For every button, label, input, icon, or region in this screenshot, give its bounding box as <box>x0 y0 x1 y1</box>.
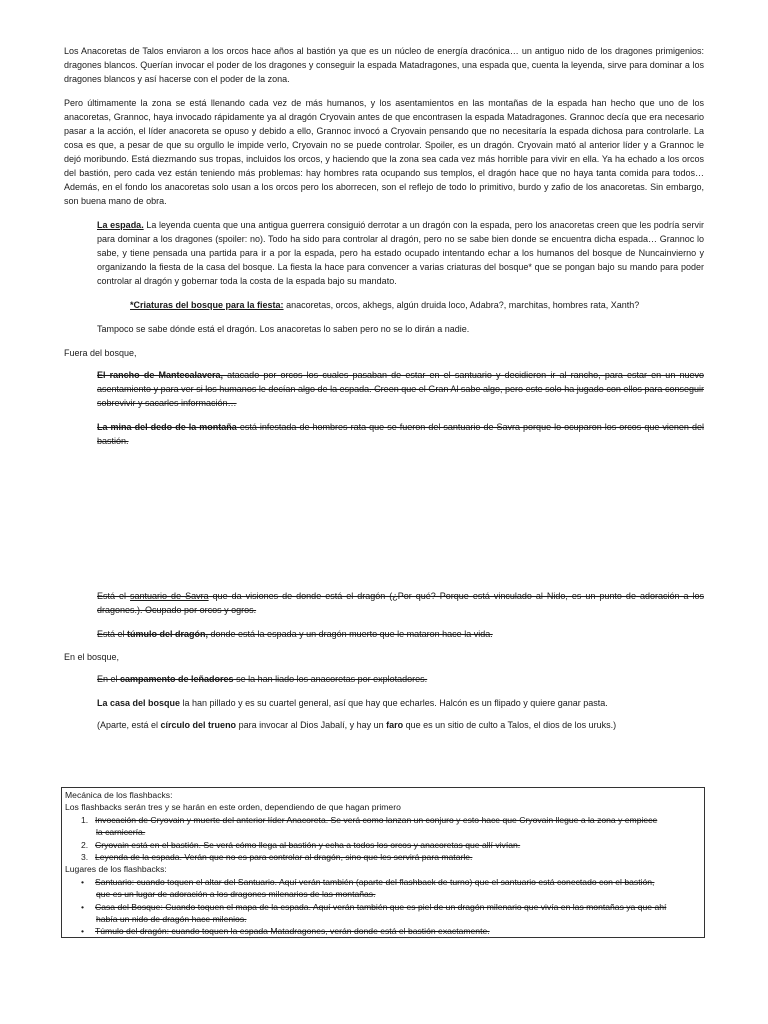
tumulo-label: túmulo del dragón, <box>127 629 209 639</box>
box-intro-line: Los flashbacks serán tres y se harán en este orden, dependiendo de que hagan primero <box>65 802 401 812</box>
criaturas-text: anacoretas, orcos, akhegs, algún druida loco, Adabra?, marchitas, hombres rata, Xanth? <box>283 300 640 310</box>
mina-label: La mina del dedo de la montaña <box>97 422 237 432</box>
rancho-paragraph <box>97 368 704 410</box>
lugar-bullet-1-cont: que es un lugar de adoración a los dragones milenarios de las montañas. <box>96 889 376 899</box>
casa-label: La casa del bosque <box>97 698 181 708</box>
flashbacks-box <box>61 787 705 938</box>
flashback-item-2: 2. Cryovain está en el bastión. Se verá cómo llega al bastión y echa a todos los orcos y anacoretas que allí vivían. <box>81 840 521 850</box>
box-title: Mecánica de los flashbacks: <box>65 790 173 800</box>
espada-label: La espada. <box>97 220 144 230</box>
flashback-item-1: 1. Invocación de Cryovain y muerte del anterior líder Anacoreta. Se verá como lanzan un conjuro y esto hace que Cryovain llegue a la zona y empiece <box>81 815 658 825</box>
campamento-label: campamento de leñadores <box>120 674 234 684</box>
rancho-label: El rancho de Mantecalavera, <box>97 370 224 380</box>
mina-paragraph <box>97 420 704 448</box>
intro-paragraph-1: Los Anacoretas de Talos enviaron a los orcos hace años al bastión ya que es un núcleo de energía dracónica… un antiguo nido de los dragones primigenios: dragones blancos. Querían invocar el poder de los dragones y conseguir la espada Matadragones, una espada que, cuenta la leyenda, sirve para dominar a los dragones blancos y así hacerse con el poder de la zona. <box>64 46 704 84</box>
flashback-item-1-cont: la carnicería. <box>96 827 146 837</box>
intro-paragraph-2: Pero últimamente la zona se está llenando cada vez de más humanos, y los asentamientos en las montañas de la espada han hecho que uno de los anacoretas, Grannoc, haya invocado rápidamente ya al dragón Cryovain antes de que encontrasen la espada Matadragones. Grannoc decía que era necesario pasar a la acción, el líder anacoreta se opuso y debido a ello, Grannoc invocó a Cryovain pensando que no necesitaría la espada dichosa para controlarle. La cosa es que, a pesar de que su orgullo le impide verlo, Cryovain no se puede controlar. Spoiler, es un dragón. Cryovain mató al anterior líder y a Grannoc le dejó moribundo. Está diezmando sus tropas, incluidos los orcos, y haciendo que la zona sea cada vez más horrible para vivir en ella. Ya ha echado a los orcos del bastión, pero cada vez están teniendo más problemas: hay hombres rata ocupando sus templos, el dragón hace que no haya tanta comida para todos… Además, en el fondo los anacoretas solo usan a los orcos pero los aborrecen, son el reflejo de todo lo primitivo, burdo y zafio de los anacoretas. Sin embargo, son buena mano de obra. <box>64 98 704 206</box>
criaturas-paragraph <box>130 298 704 312</box>
en-bosque-heading: En el bosque, <box>64 652 120 662</box>
bullet-icon: • <box>81 877 85 887</box>
lugar-bullet-3: • Túmulo del dragón: cuando toquen la espada Matadragones, verán donde está el bastión exactamente. <box>81 926 490 936</box>
lugar-bullet-1: • Santuario: cuando toquen el altar del Santuario. Aquí verán también (aparte del flashback de turno) que el santuario está conectado con el bastión, <box>81 877 655 887</box>
espada-paragraph <box>97 218 704 288</box>
lugar-bullet-2: • Casa del Bosque: Cuando toquen el mapa de la espada. Aquí verán también que es piel de un dragón milenario que vivía en las montañas ya que ahí <box>81 902 667 912</box>
tumulo-paragraph: Está el túmulo del dragón, donde está la espada y un dragón muerto que le mataron hace la vida. <box>97 629 493 639</box>
fuera-heading: Fuera del bosque, <box>64 348 137 358</box>
casa-paragraph: La casa del bosque la han pillado y es su cuartel general, así que hay que echarles. Halcón es un flipado y quiere ganar pasta. <box>97 698 608 708</box>
rancho-text: atacado por orcos los cuales pasaban de estar en el santuario y decidieron ir al rancho, para estar en un nuevo asentamiento y para ver si los humanos le decían algo de la espada. Creen que el Gran Al sabe algo, pero este solo ha jugado con ellos para conseguir sobrevivir y sacarles información… <box>97 370 704 408</box>
box-lugares-line: Lugares de los flashbacks: <box>65 864 167 874</box>
tampoco-paragraph: Tampoco se sabe dónde está el dragón. Los anacoretas lo saben pero no se lo dirán a nadie. <box>97 324 470 334</box>
aparte-paragraph: (Aparte, está el círculo del trueno para invocar al Dios Jabalí, y hay un faro que es un sitio de culto a Talos, el dios de los uruks.) <box>97 720 617 730</box>
mina-text: está infestada de hombres rata que se fueron del santuario de Savra porque lo ocuparon los orcos que vienen del bastión. <box>97 422 704 446</box>
bullet-icon: • <box>81 926 85 936</box>
bullet-icon: • <box>81 902 85 912</box>
santuario-paragraph: Está el santuario de Savra que da visiones de donde está el dragón (¿Por qué? Porque está vinculado al Nido, es un punto de adoración a los dragones.). Ocupado por orcos y ogros. <box>97 591 704 615</box>
flashback-item-3: 3. Leyenda de la espada. Verán que no es para controlar al dragón, sino que les servirá para matarle. <box>81 852 473 862</box>
santuario-label: santuario de Savra <box>130 591 209 601</box>
criaturas-label: *Criaturas del bosque para la fiesta: <box>130 300 284 310</box>
campamento-paragraph: En el campamento de leñadores se la han liado los anacoretas por explotadores. <box>97 674 428 684</box>
espada-text: La leyenda cuenta que una antigua guerrera consiguió derrotar a un dragón con la espada, pero los anacoretas creen que les podría servir para dominar a los dragones (spoiler: no). Todo ha sido para controlar al dragón, pero no se sabe bien donde se encuentra dicha espada… Grannoc lo sabe, y tiene pensada una partida para ir a por la espada, pero ha estado ocupado intentando echar a los humanos del bosque de Nuncainvierno y organizando la fiesta de la casa del bosque. La fiesta la hace para convencer a varias criaturas del bosque* que se pongan bajo su mando para poder controlar al dragón y gobernar toda la costa de la espada bajo su mandato. <box>97 220 704 286</box>
lugar-bullet-2-cont: había un nido de dragón hace milenios. <box>96 914 247 924</box>
